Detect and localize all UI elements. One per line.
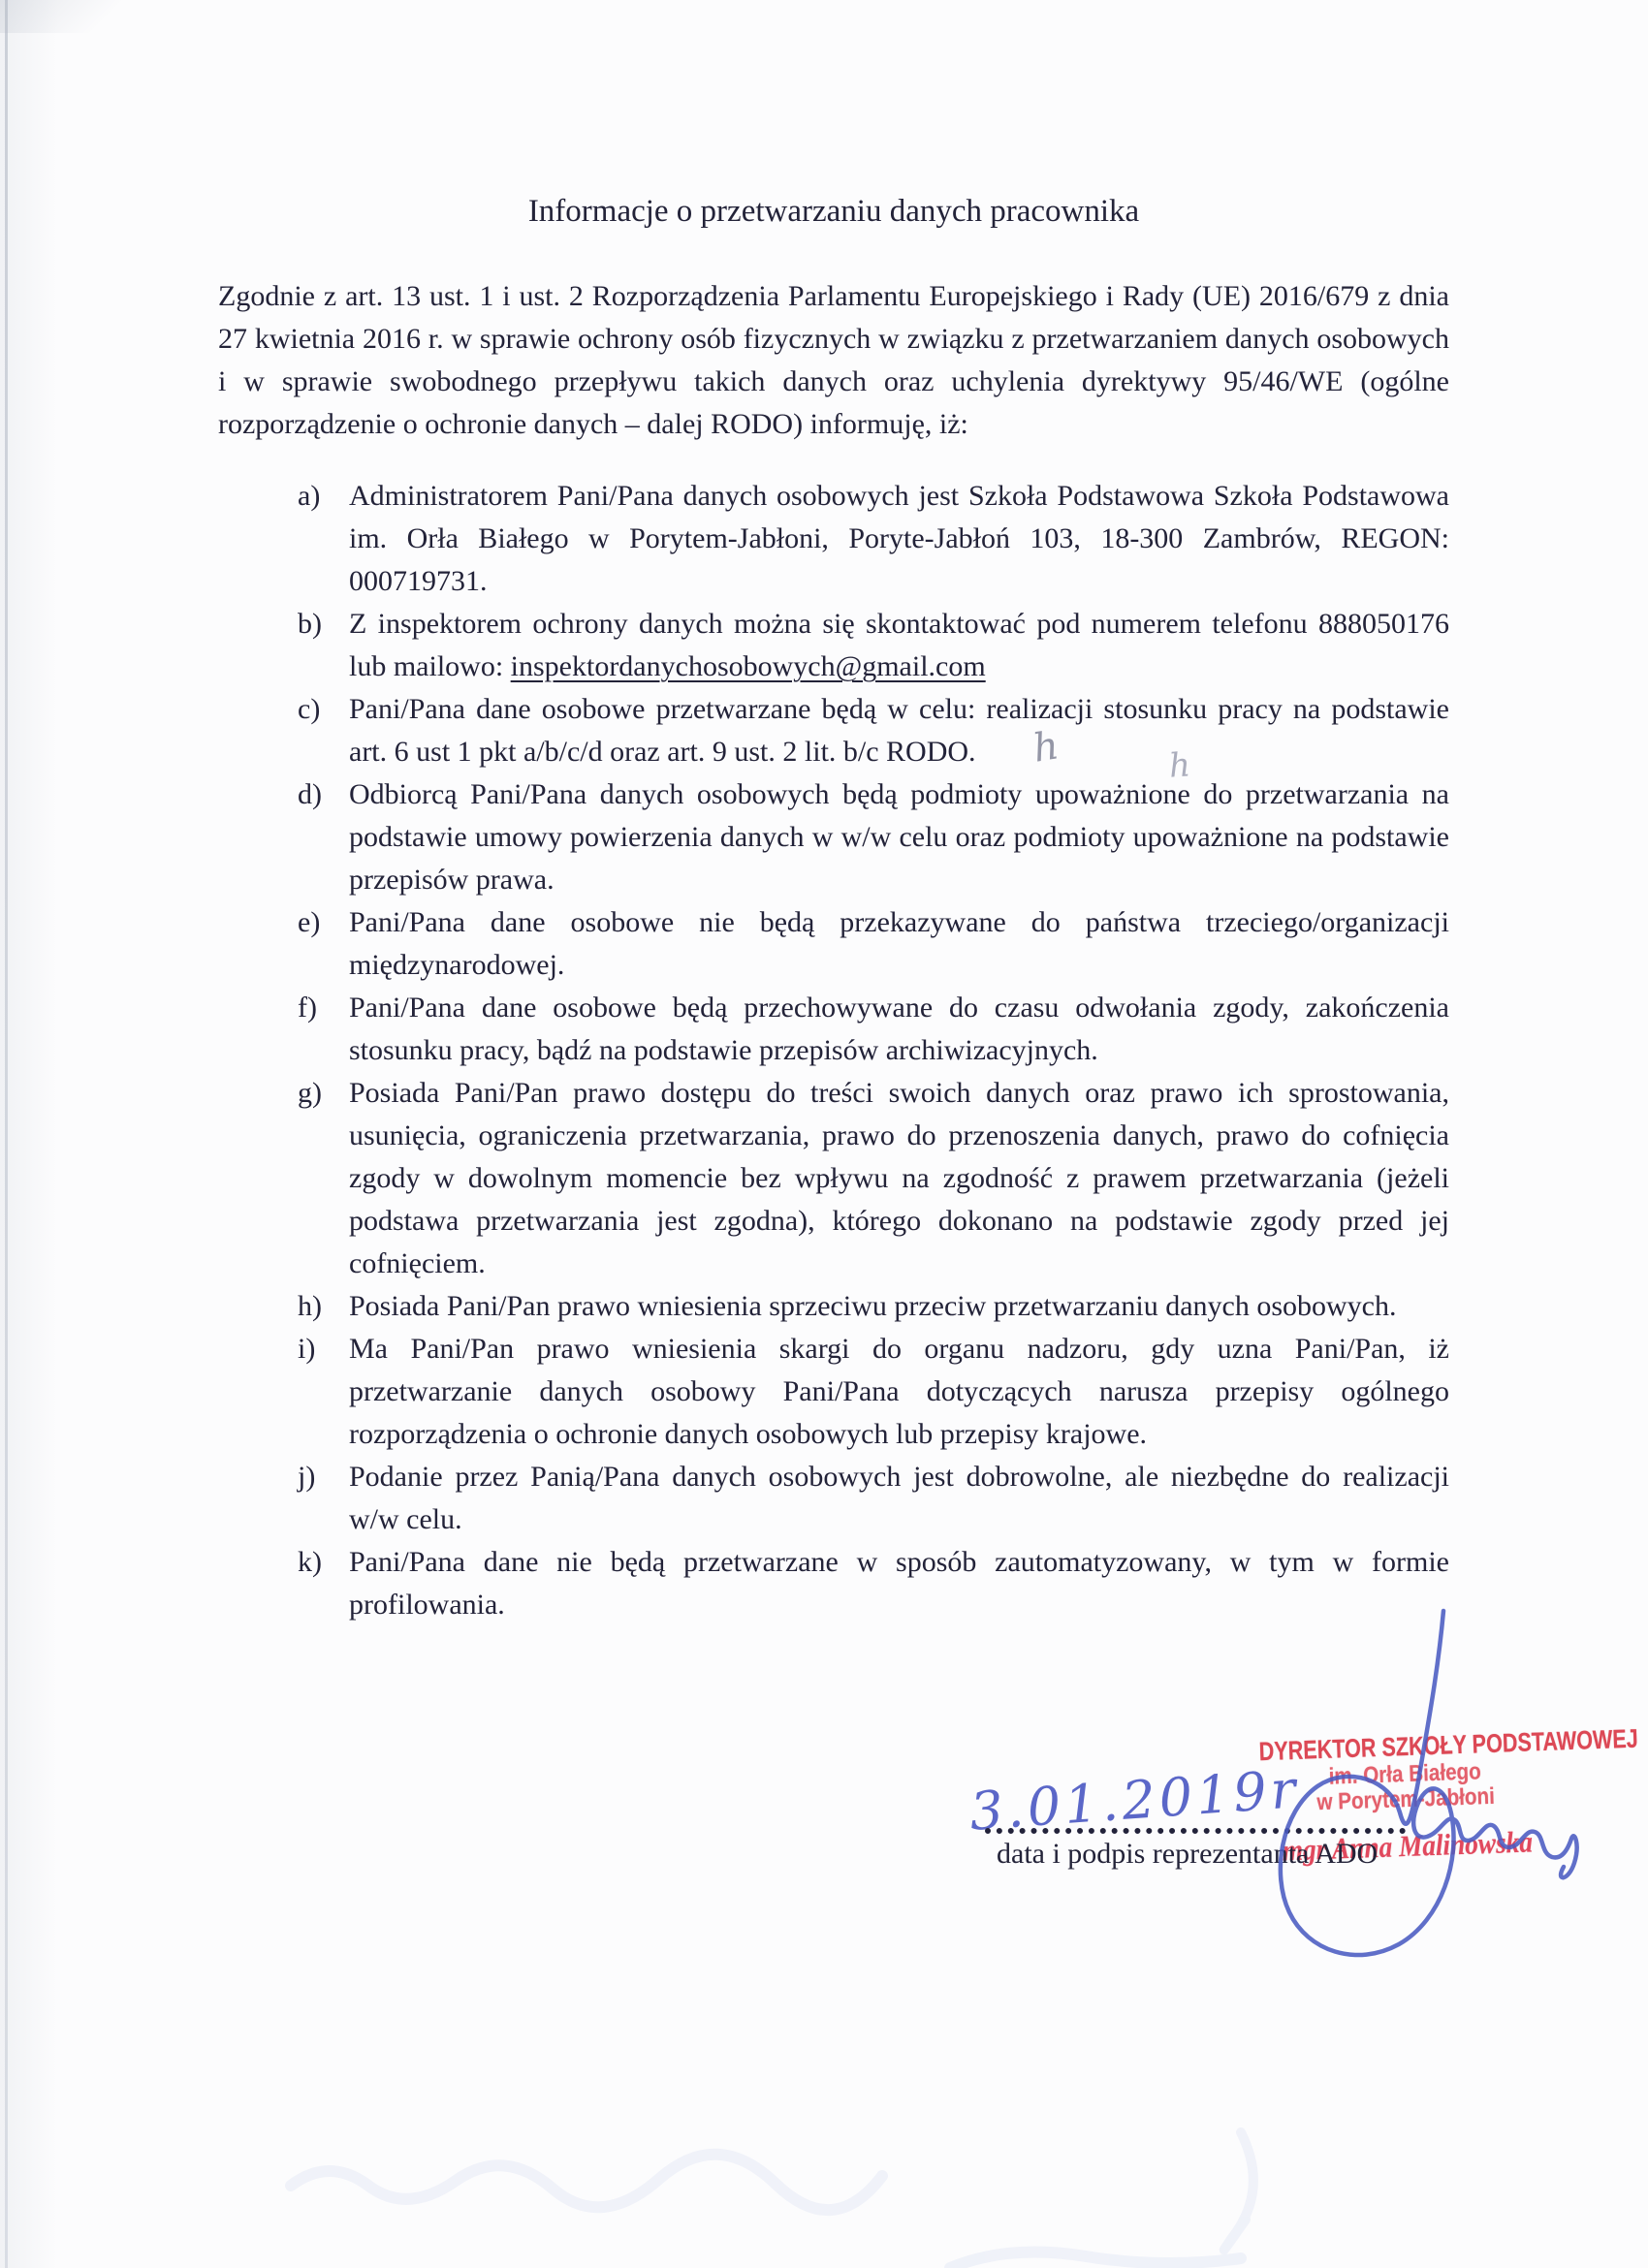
list-item-text (349, 1328, 1449, 1456)
list-item-label: i) (298, 1333, 316, 1365)
list-item-text (349, 987, 1449, 1072)
list-item (298, 475, 1449, 603)
pencil-mark-h-1: h (1030, 723, 1062, 772)
list-item-text (349, 1072, 1449, 1285)
list-item-text (349, 1541, 1449, 1626)
list-item (298, 1541, 1449, 1626)
handwritten-date: 3.01.2019r (967, 1758, 1302, 1843)
text-segment: Administratorem Pani/Pana danych osobowych jest Szkoła Podstawowa Szkoła Podstawowa im. Orła Białego w Porytem-Jabłoni, Poryte-Jabłoń 103, 18-300 Zambrów, REGON: 000719731. (349, 480, 1449, 597)
list-item (298, 603, 1449, 688)
text-segment: Pani/Pana dane osobowe przetwarzane będą w celu: realizacji stosunku pracy na podstawie art. 6 ust 1 pkt a/b/c/d oraz art. 9 ust. 2 lit. b/c RODO. (349, 693, 1449, 768)
list-item-label: e) (298, 906, 321, 938)
list-item-text (349, 475, 1449, 603)
bleed-through-marks (291, 2132, 1253, 2268)
text-segment: Posiada Pani/Pan prawo wniesienia sprzeciwu przeciw przetwarzaniu danych osobowych. (349, 1290, 1397, 1322)
scan-left-shading (0, 0, 68, 2268)
document-body (218, 192, 1449, 1626)
stamp-line-name: mgr Anna Malinowska (1282, 1824, 1534, 1868)
text-segment: Pani/Pana dane nie będą przetwarzane w sposób zautomatyzowany, w tym w formie profilowania. (349, 1546, 1449, 1621)
list-item-label: h) (298, 1290, 322, 1322)
text-segment: Pani/Pana dane osobowe nie będą przekazywane do państwa trzeciego/organizacji międzynarodowej. (349, 906, 1449, 981)
stamp-line-title: DYREKTOR SZKOŁY PODSTAWOWEJ (1258, 1723, 1639, 1767)
list-item-label: c) (298, 693, 321, 725)
list-item (298, 987, 1449, 1072)
scan-corner-shadow (0, 0, 145, 33)
list-item-label: j) (298, 1461, 316, 1493)
list-item-text (349, 1285, 1449, 1328)
list-item (298, 1072, 1449, 1285)
pencil-mark-h-2: h (1167, 745, 1192, 786)
signature-caption: data i podpis reprezentanta ADO (997, 1838, 1379, 1870)
rodo-list (218, 475, 1449, 1626)
list-item-text (349, 688, 1449, 773)
text-segment: Odbiorcą Pani/Pana danych osobowych będą podmioty upoważnione do przetwarzania na podstawie umowy powierzenia danych w w/w celu oraz podmioty upoważnione na podstawie przepisów prawa. (349, 778, 1449, 896)
list-item-label: b) (298, 608, 322, 640)
text-segment: Posiada Pani/Pan prawo dostępu do treści swoich danych oraz prawo ich sprostowania, usunięcia, ograniczenia przetwarzania, prawo do przenoszenia danych, prawo do cofnięcia zgody w dowolnym momencie bez wpływu na zgodność z prawem przetwarzania (jeżeli podstawa przetwarzania jest zgodna), którego dokonano na podstawie zgody przed jej cofnięciem. (349, 1077, 1449, 1279)
list-item (298, 1285, 1449, 1328)
list-item-text (349, 603, 1449, 688)
list-item (298, 688, 1449, 773)
list-item (298, 1328, 1449, 1456)
list-item-label: d) (298, 778, 322, 810)
stamp-line-place: w Porytem-Jabłoni (1315, 1782, 1496, 1816)
document-title: Informacje o przetwarzaniu danych pracownika (527, 194, 1140, 229)
text-segment: Podanie przez Panią/Pana danych osobowych jest dobrowolne, ale niezbędne do realizacji w/w celu. (349, 1461, 1449, 1535)
scan-paper-edge (5, 0, 8, 2268)
list-item (298, 773, 1449, 901)
list-item-label: k) (298, 1546, 322, 1578)
text-segment: Z inspektorem ochrony danych można się skontaktować pod numerem telefonu 888050176 lub mailowo: (349, 608, 1449, 682)
list-item-text (349, 773, 1449, 901)
text-segment: Pani/Pana dane osobowe będą przechowywane do czasu odwołania zgody, zakończenia stosunku pracy, bądź na podstawie przepisów archiwizacyjnych. (349, 992, 1449, 1066)
list-item-text (349, 1456, 1449, 1541)
stamp-line-patron: im. Orła Białego (1328, 1758, 1482, 1790)
email-text: inspektordanychosobowych@gmail.com (510, 650, 986, 682)
list-item-text (349, 901, 1449, 987)
list-item-label: f) (298, 992, 317, 1024)
list-item-label: a) (298, 480, 321, 512)
text-segment: Ma Pani/Pan prawo wniesienia skargi do organu nadzoru, gdy uzna Pani/Pan, iż przetwarzanie danych osobowy Pani/Pana dotyczących narusza przepisy ogólnego rozporządzenia o ochronie danych osobowych lub przepisy krajowe. (349, 1333, 1449, 1450)
intro-paragraph: Zgodnie z art. 13 ust. 1 i ust. 2 Rozporządzenia Parlamentu Europejskiego i Rady (UE) 2016/679 z dnia 27 kwietnia 2016 r. w sprawie ochrony osób fizycznych w związku z przetwarzaniem danych osobowych i w sprawie swobodnego przepływu takich danych oraz uchylenia dyrektywy 95/46/WE (ogólne rozporządzenie o ochronie danych – dalej RODO) informuję, iż: (218, 280, 1449, 440)
list-item (298, 1456, 1449, 1541)
list-item-label: g) (298, 1077, 322, 1109)
list-item (298, 901, 1449, 987)
